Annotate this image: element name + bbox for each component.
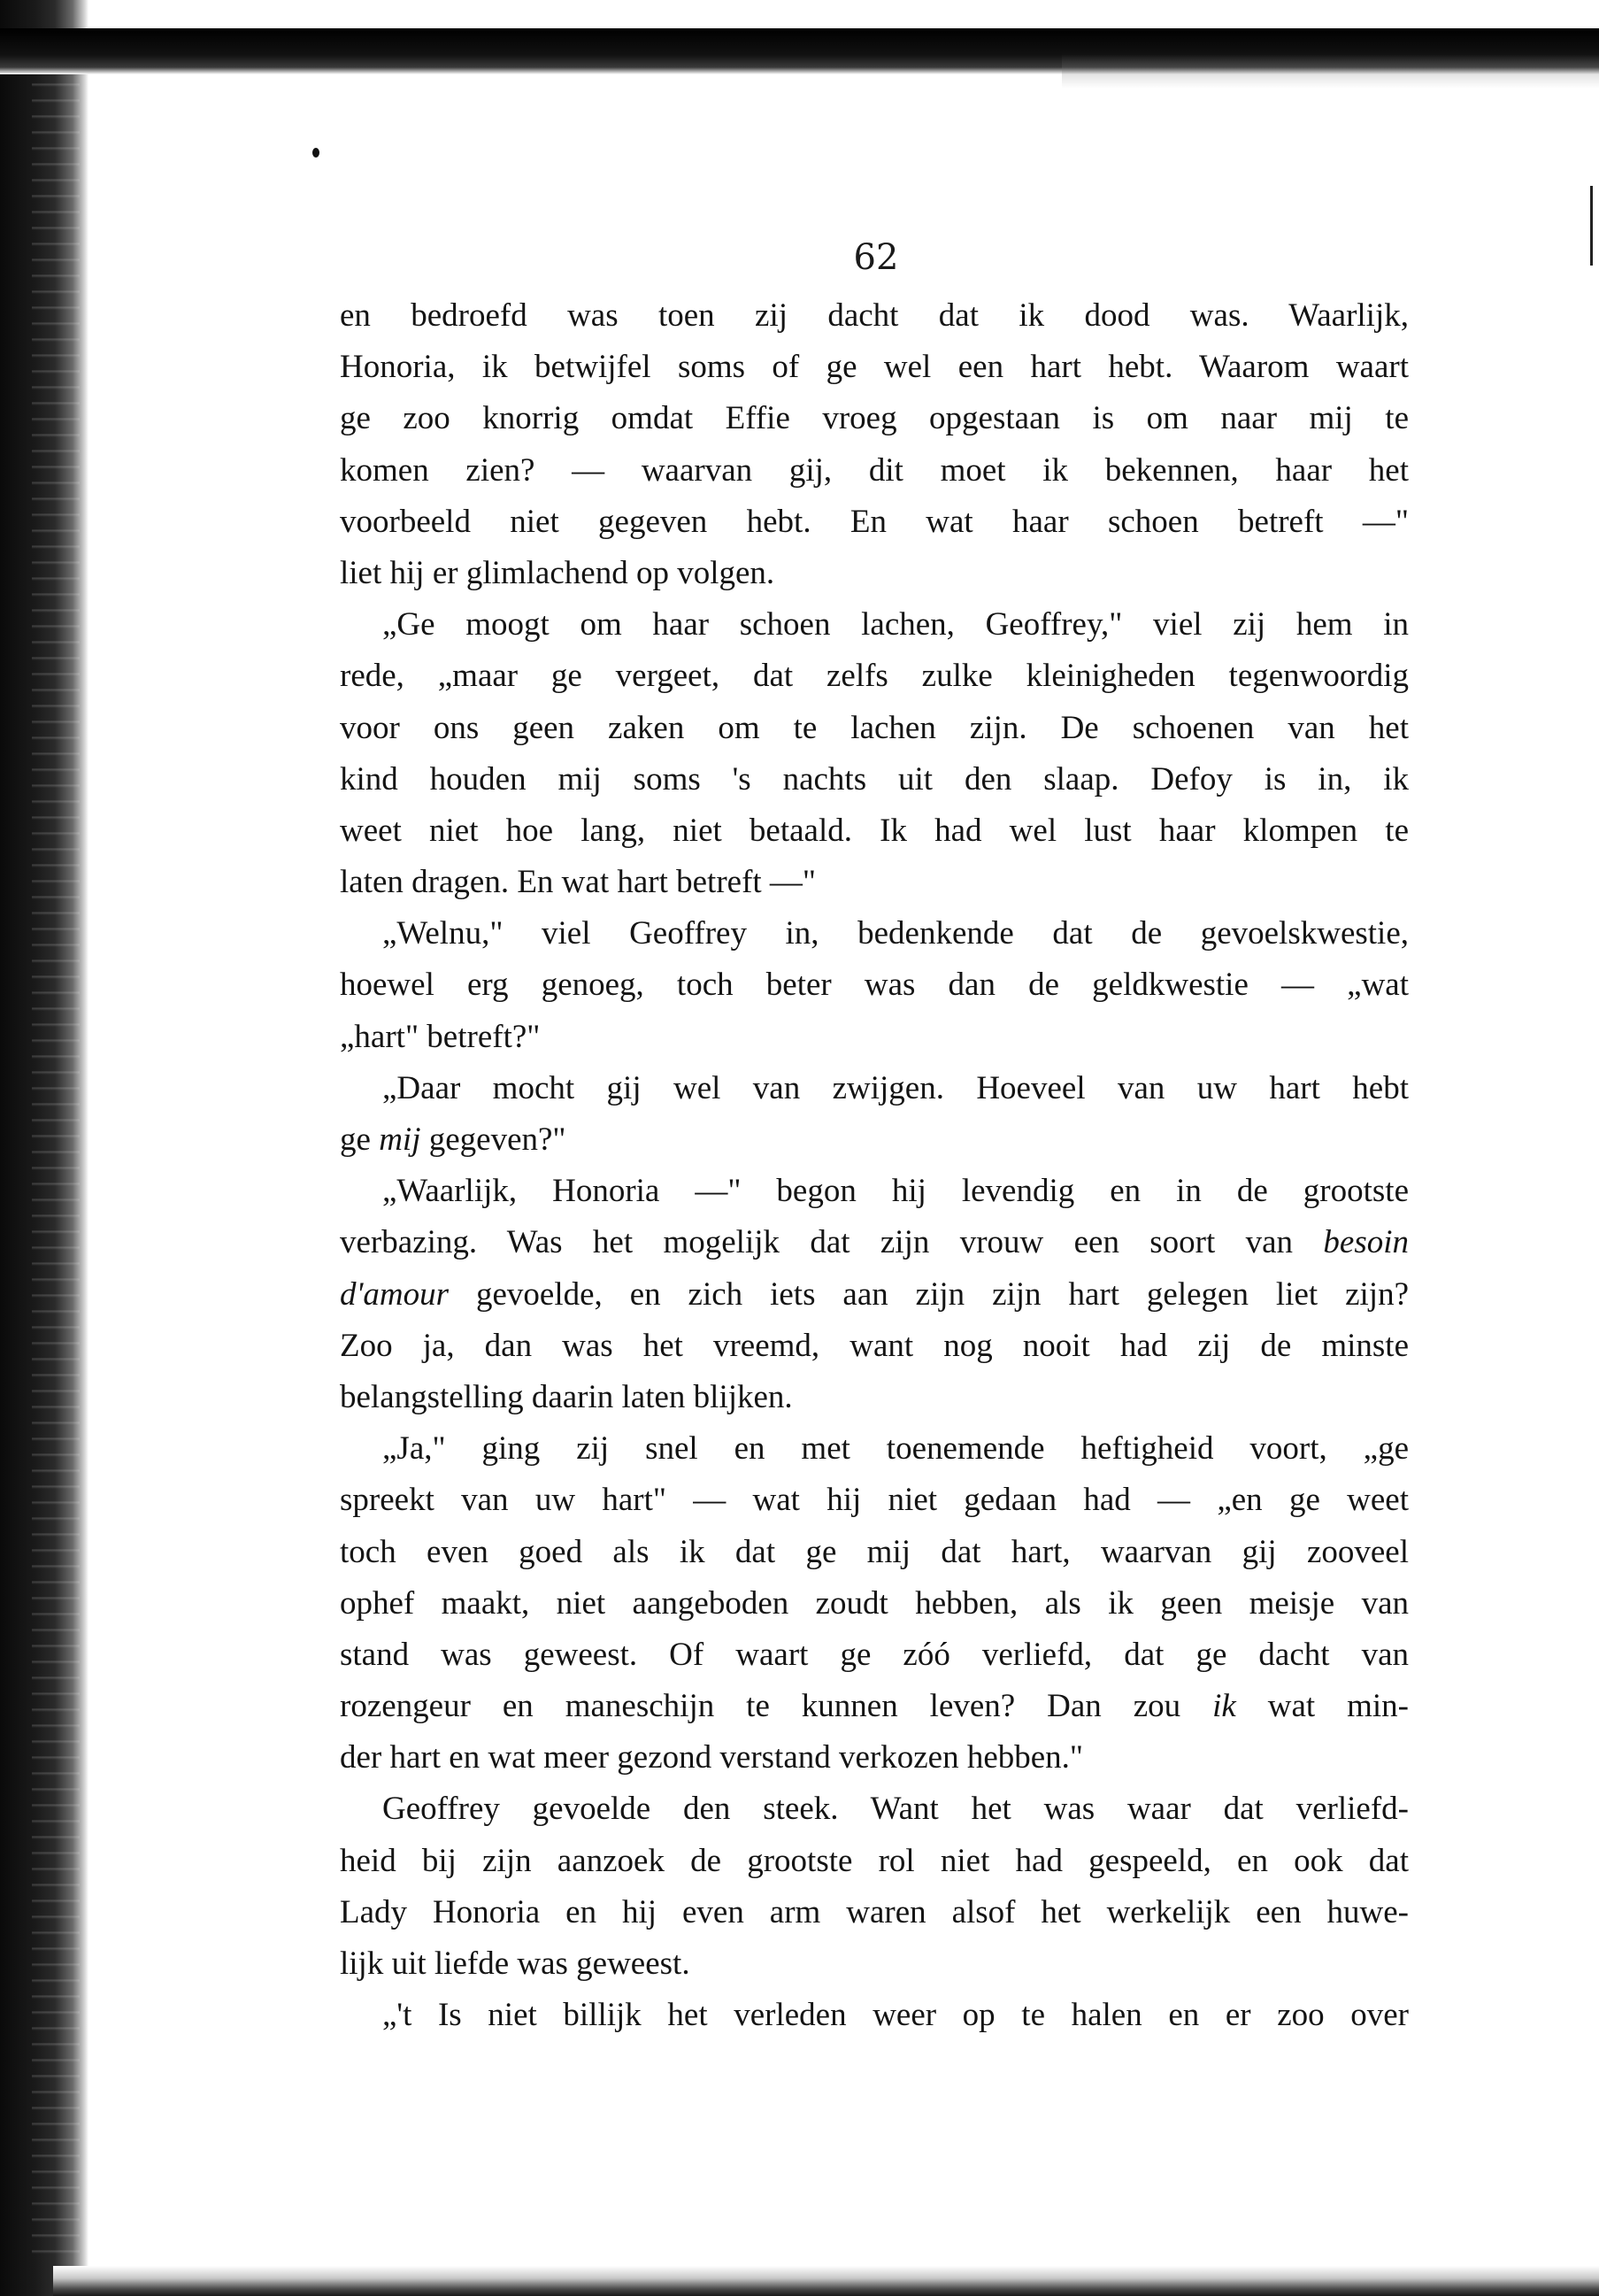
scan-bottom-border [53,2266,1599,2296]
text-segment: stand was geweest. Of waart ge zóó verliefd, dat ge dacht van [340,1636,1409,1673]
text-segment: „'t Is niet billijk het verleden weer op te halen en er zoo over [382,1997,1409,2034]
text-line [340,1938,1409,1990]
text-segment: gegeven?" [420,1121,566,1158]
text-segment: Lady Honoria en hij even arm waren alsof het werkelijk een huwe- [340,1893,1409,1930]
text-segment: spreekt van uw hart" — wat hij niet gedaan had — „en ge weet [340,1482,1409,1519]
scan-right-mark [1590,186,1593,266]
text-line [340,1578,1409,1630]
text-line [340,959,1409,1011]
text-line [340,805,1409,857]
scan-top-shadow [1062,53,1599,89]
text-segment: gevoelde, en zich iets aan zijn zijn hart gelegen liet zijn? [449,1275,1409,1313]
page-number: 62 [853,237,899,278]
text-segment: ophef maakt, niet aangeboden zoudt hebben, als ik geen meisje van [340,1584,1409,1622]
text-line [340,1269,1409,1321]
text-segment: „hart" betreft?" [340,1018,541,1055]
text-segment: voorbeeld niet gegeven hebt. En wat haar schoen betreft —" [340,503,1409,540]
text-segment: der hart en wat meer gezond verstand verkozen hebben." [340,1739,1084,1776]
text-line [340,497,1409,548]
italic-text: besoin [1323,1224,1409,1261]
text-line [340,1423,1409,1475]
text-line [340,1063,1409,1114]
text-line [340,393,1409,444]
text-line [340,651,1409,702]
text-segment: lijk uit liefde was geweest. [340,1945,690,1982]
text-segment: „Ja," ging zij snel en met toenemende heftigheid voort, „ge [382,1430,1409,1468]
text-line [340,1990,1409,2041]
text-line [340,1475,1409,1526]
text-line [340,1836,1409,1887]
text-segment: „Daar mocht gij wel van zwijgen. Hoeveel van uw hart hebt [382,1069,1409,1106]
text-segment: rozengeur en maneschijn te kunnen leven? Dan zou [340,1688,1213,1725]
italic-text: ik [1212,1688,1236,1725]
text-line [340,1784,1409,1835]
text-line [340,754,1409,805]
italic-text: d'amour [340,1275,450,1313]
text-segment: heid bij zijn aanzoek de grootste rol niet had gespeeld, en ook dat [340,1842,1409,1879]
text-line [340,1732,1409,1784]
text-line [340,1681,1409,1732]
text-segment: verbazing. Was het mogelijk dat zijn vrouw een soort van [340,1224,1324,1261]
text-line [340,857,1409,908]
text-line [340,703,1409,754]
text-line [340,548,1409,599]
text-line [340,1114,1409,1166]
text-segment: rede, „maar ge vergeet, dat zelfs zulke kleinigheden tegenwoordig [340,658,1409,695]
text-segment: en bedroefd was toen zij dacht dat ik dood was. Waarlijk, [340,297,1409,334]
text-segment: „Ge moogt om haar schoen lachen, Geoffrey," viel zij hem in [382,606,1409,643]
text-segment: Honoria, ik betwijfel soms of ge wel een hart hebt. Waarom waart [340,349,1409,386]
text-segment: liet hij er glimlachend op volgen. [340,554,775,591]
text-segment: belangstelling daarin laten blijken. [340,1378,793,1415]
text-segment: toch even goed als ik dat ge mij dat hart, waarvan gij zooveel [340,1533,1409,1570]
text-line [340,1321,1409,1372]
text-segment: ge [340,1121,380,1158]
text-line [340,908,1409,959]
text-line [340,1012,1409,1063]
text-segment: Zoo ja, dan was het vreemd, want nog nooit had zij de minste [340,1327,1409,1364]
text-segment: ge zoo knorrig omdat Effie vroeg opgestaan is om naar mij te [340,400,1409,437]
text-line [340,1527,1409,1578]
text-segment: laten dragen. En wat hart betreft —" [340,864,817,901]
text-segment: Geoffrey gevoelde den steek. Want het was waar dat verliefd- [382,1791,1409,1828]
text-line [340,599,1409,651]
scan-left-streaks [32,71,80,2257]
text-segment: hoewel erg genoeg, toch beter was dan de geldkwestie — „wat [340,967,1409,1004]
text-segment: kind houden mij soms 's nachts uit den slaap. Defoy is in, ik [340,760,1409,797]
text-line [340,1630,1409,1681]
text-line [340,1887,1409,1938]
text-segment: wat min- [1235,1688,1409,1725]
text-segment: komen zien? — waarvan gij, dit moet ik bekennen, haar het [340,451,1409,489]
ink-speck [312,148,319,158]
text-line [340,1217,1409,1268]
text-line [340,1372,1409,1423]
italic-text: mij [379,1121,421,1158]
text-segment: „Waarlijk, Honoria —" begon hij levendig en in de grootste [382,1173,1409,1210]
text-segment: weet niet hoe lang, niet betaald. Ik had wel lust haar klompen te [340,812,1409,849]
text-line [340,1166,1409,1217]
text-line [340,290,1409,342]
text-line [340,445,1409,497]
text-line [340,342,1409,393]
text-segment: voor ons geen zaken om te lachen zijn. De schoenen van het [340,709,1409,746]
text-segment: „Welnu," viel Geoffrey in, bedenkende dat de gevoelskwestie, [382,915,1409,952]
body-text [340,290,1409,2041]
